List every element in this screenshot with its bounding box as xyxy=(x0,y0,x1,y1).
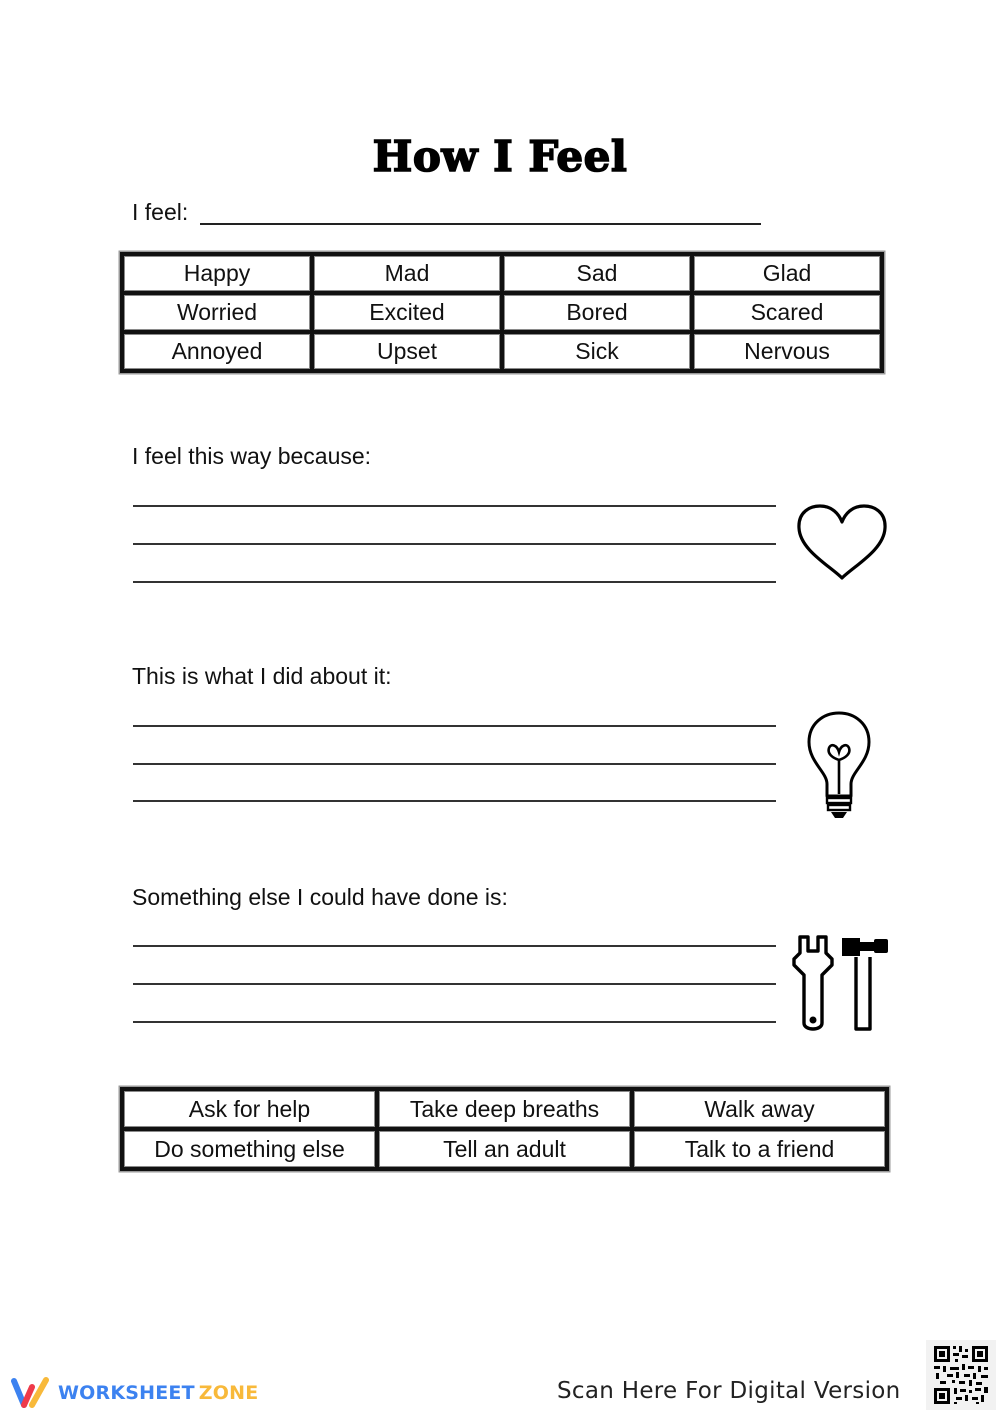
table-row xyxy=(124,295,880,330)
emotion-cell[interactable]: Glad xyxy=(694,256,880,291)
emotion-cell[interactable]: Sick xyxy=(504,334,690,369)
action-cell[interactable]: Tell an adult xyxy=(379,1131,630,1167)
brand-name-part2: ZONE xyxy=(198,1382,259,1404)
action-cell[interactable]: Walk away xyxy=(634,1091,885,1127)
answer-line[interactable] xyxy=(133,581,776,583)
coping-actions-table xyxy=(120,1087,889,1171)
answer-line[interactable] xyxy=(133,725,776,727)
lightbulb-icon xyxy=(805,710,873,822)
answer-line[interactable] xyxy=(133,543,776,545)
emotion-cell[interactable]: Upset xyxy=(314,334,500,369)
answer-line[interactable] xyxy=(133,945,776,947)
qr-code-icon[interactable] xyxy=(926,1340,996,1410)
answer-line[interactable] xyxy=(133,505,776,507)
table-row xyxy=(124,1091,885,1127)
section-did-label: This is what I did about it: xyxy=(132,663,392,689)
emotion-cell[interactable]: Scared xyxy=(694,295,880,330)
emotion-cell[interactable]: Mad xyxy=(314,256,500,291)
section-alternative-label: Something else I could have done is: xyxy=(132,884,508,910)
table-row xyxy=(124,256,880,291)
emotions-table xyxy=(120,252,884,373)
answer-line[interactable] xyxy=(133,1021,776,1023)
emotion-cell[interactable]: Bored xyxy=(504,295,690,330)
brand-name-part1: WORKSHEET xyxy=(58,1382,195,1404)
answer-line[interactable] xyxy=(133,763,776,765)
answer-line[interactable] xyxy=(133,983,776,985)
emotion-cell[interactable]: Worried xyxy=(124,295,310,330)
action-cell[interactable]: Do something else xyxy=(124,1131,375,1167)
emotion-cell[interactable]: Sad xyxy=(504,256,690,291)
feel-prompt-label: I feel: xyxy=(132,199,189,225)
emotion-cell[interactable]: Nervous xyxy=(694,334,880,369)
logo-w-icon xyxy=(10,1376,52,1410)
heart-icon xyxy=(794,500,890,584)
action-cell[interactable]: Talk to a friend xyxy=(634,1131,885,1167)
action-cell[interactable]: Ask for help xyxy=(124,1091,375,1127)
section-because-label: I feel this way because: xyxy=(132,443,372,469)
table-row xyxy=(124,1131,885,1167)
wrench-hammer-icon xyxy=(790,933,894,1035)
action-cell[interactable]: Take deep breaths xyxy=(379,1091,630,1127)
feel-answer-line[interactable] xyxy=(200,223,761,225)
emotion-cell[interactable]: Annoyed xyxy=(124,334,310,369)
worksheetzone-logo[interactable] xyxy=(10,1375,258,1411)
answer-line[interactable] xyxy=(133,800,776,802)
page-title: How I Feel xyxy=(372,132,628,181)
scan-digital-version-text: Scan Here For Digital Version xyxy=(557,1378,901,1404)
table-row xyxy=(124,334,880,369)
emotion-cell[interactable]: Happy xyxy=(124,256,310,291)
emotion-cell[interactable]: Excited xyxy=(314,295,500,330)
